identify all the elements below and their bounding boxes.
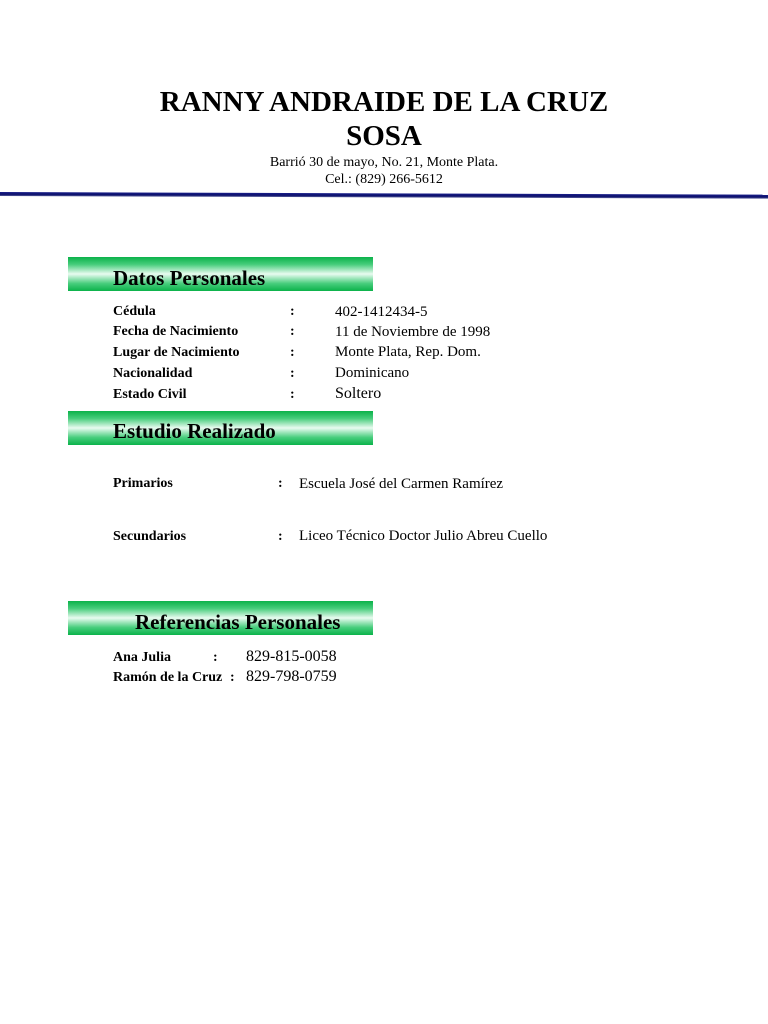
label-secundarios: Secundarios bbox=[113, 529, 187, 544]
value-primarios: Escuela José del Carmen Ramírez bbox=[299, 476, 504, 492]
colon-separator: : bbox=[290, 324, 295, 339]
address-text: Barrió 30 de mayo, No. 21, Monte Plata. bbox=[269, 155, 499, 170]
label-estado-civil: Estado Civil bbox=[113, 387, 187, 402]
value-cedula: 402-1412434-5 bbox=[335, 304, 428, 320]
colon-separator: : bbox=[213, 650, 218, 665]
label-referencia-ana-julia: Ana Julia bbox=[113, 650, 171, 665]
value-estado-civil: Soltero bbox=[335, 385, 382, 402]
value-secundarios: Liceo Técnico Doctor Julio Abreu Cuello bbox=[299, 528, 548, 544]
label-lugar-nacimiento: Lugar de Nacimiento bbox=[113, 345, 240, 360]
label-referencia-ramon-de-la-cruz: Ramón de la Cruz bbox=[113, 670, 223, 685]
candidate-name-line2: SOSA bbox=[346, 120, 422, 152]
label-cedula: Cédula bbox=[113, 304, 156, 319]
phone-text: Cel.: (829) 266-5612 bbox=[325, 172, 443, 187]
header-divider bbox=[0, 192, 768, 199]
colon-separator: : bbox=[278, 476, 283, 491]
value-referencia-ana-julia: 829-815-0058 bbox=[246, 648, 337, 665]
colon-separator: : bbox=[290, 387, 295, 402]
label-primarios: Primarios bbox=[113, 476, 173, 491]
label-fecha-nacimiento: Fecha de Nacimiento bbox=[113, 324, 239, 339]
section-title-datos-personales: Datos Personales bbox=[113, 266, 266, 290]
label-nacionalidad: Nacionalidad bbox=[113, 366, 193, 381]
candidate-name-line1: RANNY ANDRAIDE DE LA CRUZ bbox=[159, 86, 609, 118]
value-referencia-ramon-de-la-cruz: 829-798-0759 bbox=[246, 668, 337, 685]
colon-separator: : bbox=[230, 670, 235, 685]
section-title-estudio-realizado: Estudio Realizado bbox=[113, 419, 276, 443]
colon-separator: : bbox=[290, 366, 295, 381]
value-fecha-nacimiento: 11 de Noviembre de 1998 bbox=[335, 324, 491, 340]
colon-separator: : bbox=[290, 304, 295, 319]
section-title-referencias-personales: Referencias Personales bbox=[135, 610, 341, 634]
value-nacionalidad: Dominicano bbox=[335, 365, 410, 381]
colon-separator: : bbox=[290, 345, 295, 360]
value-lugar-nacimiento: Monte Plata, Rep. Dom. bbox=[335, 344, 481, 360]
colon-separator: : bbox=[278, 529, 283, 544]
